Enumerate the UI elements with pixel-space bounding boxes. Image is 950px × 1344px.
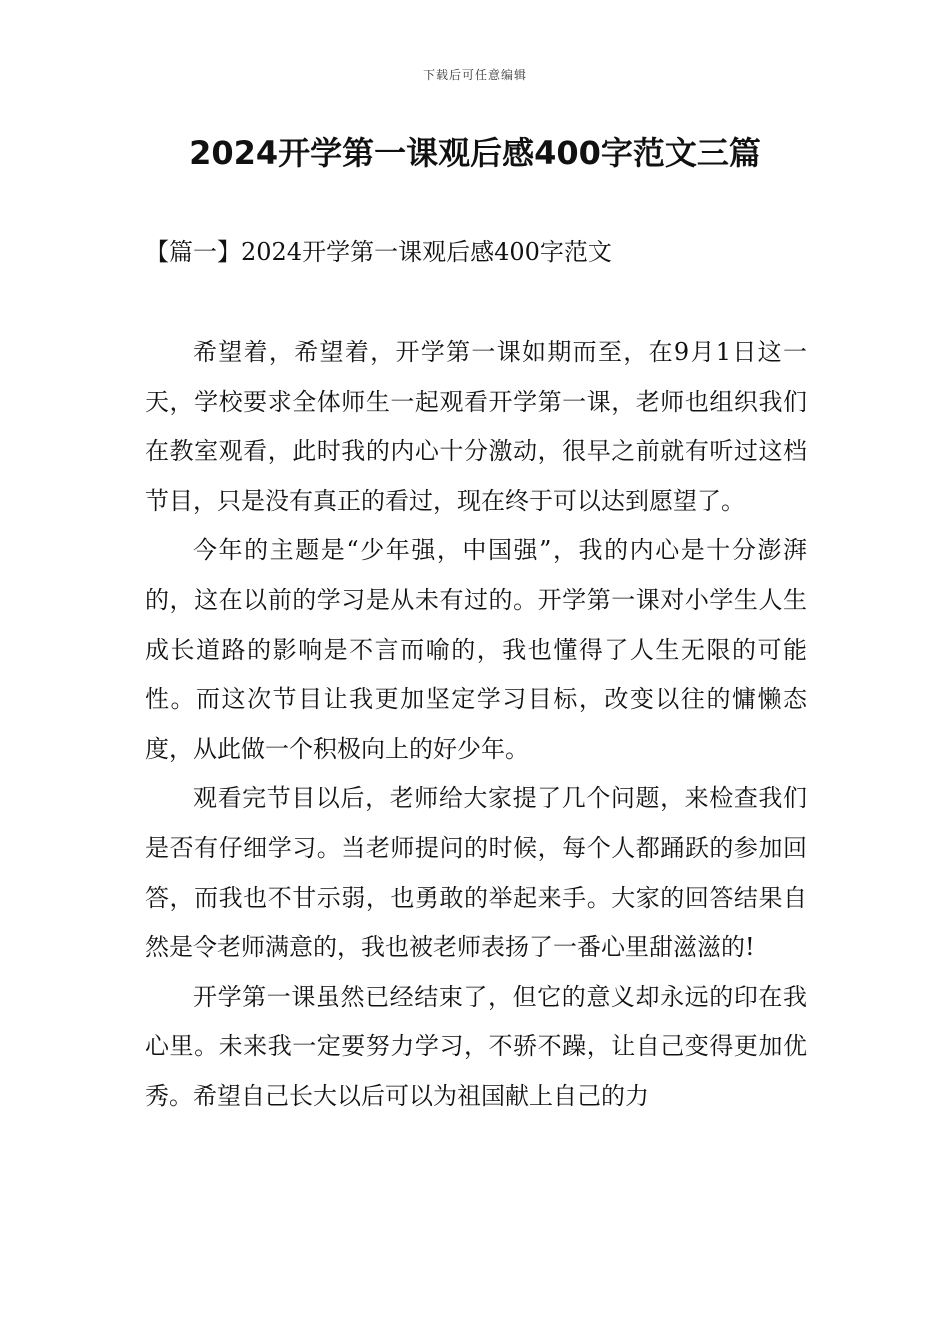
section-heading: 【篇一】2024开学第一课观后感400字范文: [145, 238, 612, 266]
header-note: 下载后可任意编辑: [422, 68, 527, 82]
paragraph-4: 开学第一课虽然已经结束了，但它的意义却永远的印在我心里。未来我一定要努力学习，不骄不躁，让自己变得更加优秀。希望自己长大以后可以为祖国献上自己的力: [145, 982, 807, 1110]
paragraph-3: 观看完节目以后，老师给大家提了几个问题，来检查我们是否有仔细学习。当老师提问的时候，每个人都踊跃的参加回答，而我也不甘示弱，也勇敢的举起来手。大家的回答结果自然是令老师满意的，我也被老师表扬了一番心里甜滋滋的!: [145, 784, 807, 962]
document-title: 2024开学第一课观后感400字范文三篇: [189, 134, 761, 172]
paragraph-1: 希望着，希望着，开学第一课如期而至，在9月1日这一天，学校要求全体师生一起观看开学第一课，老师也组织我们在教室观看，此时我的内心十分激动，很早之前就有听过这档节目，只是没有真正的看过，现在终于可以达到愿望了。: [145, 338, 807, 515]
body-text: [145, 328, 807, 1122]
paragraph-2: 今年的主题是“少年强，中国强”，我的内心是十分澎湃的，这在以前的学习是从未有过的。开学第一课对小学生人生成长道路的影响是不言而喻的，我也懂得了人生无限的可能性。而这次节目让我更加坚定学习目标，改变以往的慵懒态度，从此做一个积极向上的好少年。: [145, 536, 807, 763]
